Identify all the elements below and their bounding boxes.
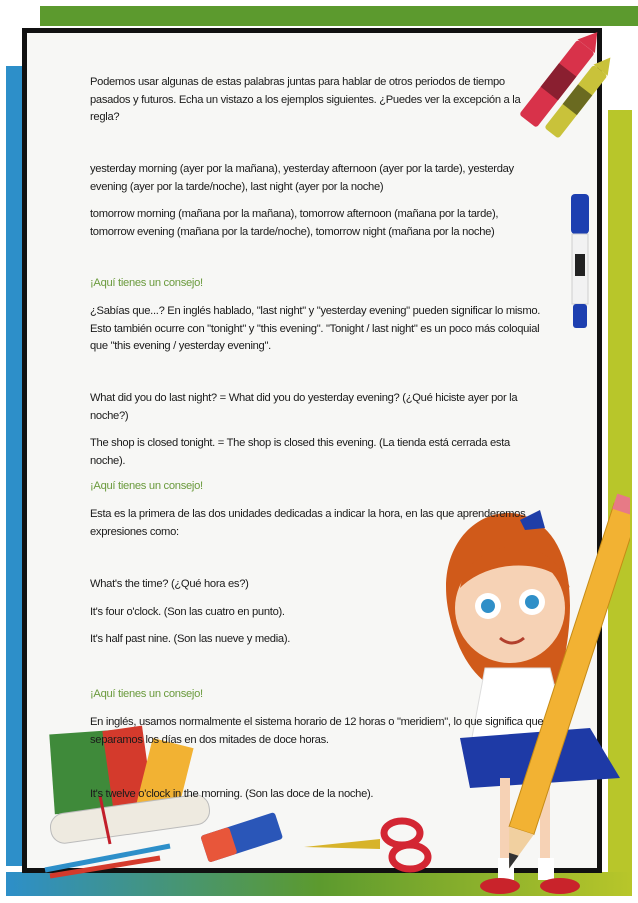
colored-pencils-icon: [40, 840, 180, 880]
sabias-paragraph: ¿Sabías que...? En inglés hablado, "last night" y "yesterday evening" pueden significar lo mismo. Esto también ocurre con "tonight" y "this evening". "Tonight / last night" es un poco más coloquial que "this evening / yesterday evening".: [90, 305, 541, 352]
tip-heading-3: ¡Aquí tienes un consejo!: [90, 688, 203, 700]
hora-paragraph: Esta es la primera de las dos unidades dedicadas a indicar la hora, en las que aprenderemos expresiones como:: [90, 508, 526, 538]
tomorrow-examples: tomorrow morning (mañana por la mañana), tomorrow afternoon (mañana por la tarde), tomorrow evening (mañana por la tarde/noche), tomorrow night (mañana por la noche): [90, 208, 499, 238]
eraser-icon: [198, 808, 288, 868]
time-example-1: What's the time? (¿Qué hora es?): [90, 578, 249, 590]
yesterday-examples: yesterday morning (ayer por la mañana), yesterday afternoon (ayer por la tarde), yesterday evening (ayer por la tarde/noche), last night (ayer por la noche): [90, 163, 514, 193]
time-example-2: It's four o'clock. (Son las cuatro en punto).: [90, 606, 285, 618]
green-border-strip: [40, 6, 638, 26]
time-example-3: It's half past nine. (Son las nueve y media).: [90, 633, 291, 645]
intro-paragraph: Podemos usar algunas de estas palabras juntas para hablar de otros periodos de tiempo pasados y futuros. Echa un vistazo a los ejemplos siguientes. ¿Puedes ver la excepción a la regla?: [90, 76, 521, 123]
tip-heading-1: ¡Aquí tienes un consejo!: [90, 277, 203, 289]
example-shop-closed: The shop is closed tonight. = The shop is closed this evening. (La tienda está cerrada esta noche).: [90, 437, 510, 467]
marker-icon: [565, 192, 595, 332]
tip-heading-2: ¡Aquí tienes un consejo!: [90, 480, 203, 492]
twelve-example: It's twelve o'clock in the morning. (Son las doce de la noche).: [90, 788, 374, 800]
scissors-icon: [300, 815, 440, 875]
meridiem-paragraph: En inglés, usamos normalmente el sistema horario de 12 horas o "meridiem", lo que significa que separamos los días en dos mitades de doce horas.: [90, 716, 544, 746]
example-last-night: What did you do last night? = What did you do yesterday evening? (¿Qué hiciste ayer por la noche?): [90, 392, 518, 422]
